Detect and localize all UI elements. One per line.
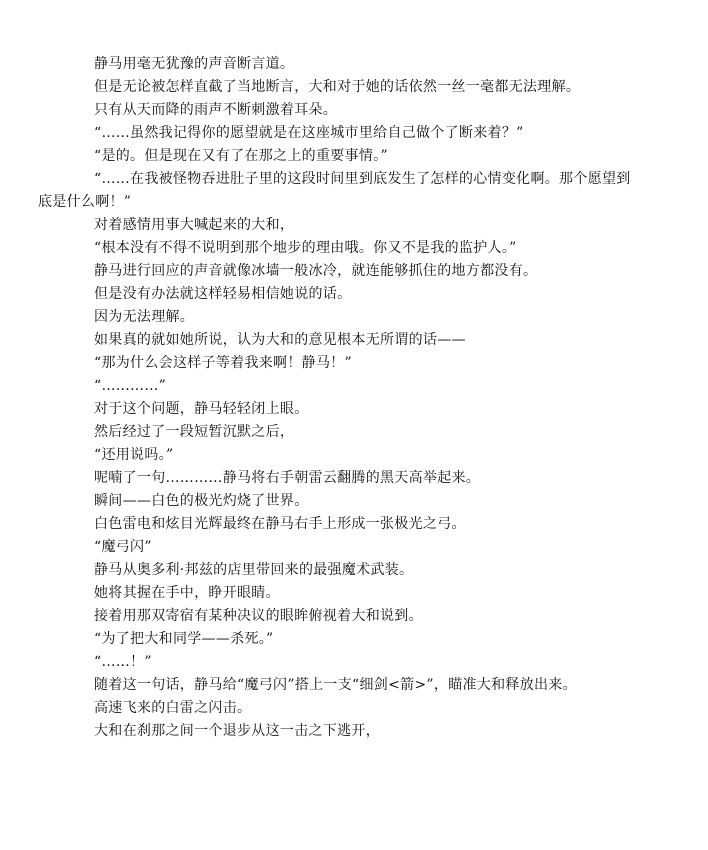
- paragraph: 只有从天而降的雨声不断刺激着耳朵。: [94, 102, 338, 118]
- paragraph: 但是无论被怎样直截了当地断言，大和对于她的话依然一丝一毫都无法理解。: [94, 79, 581, 95]
- paragraph: “那为什么会这样子等着我来啊！静马！”: [94, 355, 353, 371]
- paragraph: “魔弓闪”: [94, 539, 152, 555]
- paragraph: 白色雷电和炫目光辉最终在静马右手上形成一张极光之弓。: [94, 516, 466, 532]
- paragraph: 静马进行回应的声音就像冰墙一般冰冷，就连能够抓住的地方都没有。: [94, 263, 538, 279]
- paragraph: 随着这一句话，静马给“魔弓闪”搭上一支“细剑<箭>”，瞄准大和释放出来。: [94, 677, 577, 693]
- paragraph: 静马从奥多利·邦兹的店里带回来的最强魔术武装。: [94, 562, 414, 578]
- paragraph: 对着感情用事大喊起来的大和，: [94, 217, 295, 233]
- paragraph: “……！”: [94, 654, 152, 670]
- paragraph: 但是没有办法就这样轻易相信她说的话。: [94, 286, 352, 302]
- paragraph: 然后经过了一段短暂沉默之后，: [94, 424, 295, 440]
- novel-text-body: [38, 53, 640, 743]
- paragraph: “……虽然我记得你的愿望就是在这座城市里给自己做个了断来着？”: [94, 125, 524, 141]
- paragraph: “…………”: [94, 378, 167, 394]
- paragraph: “根本没有不得不说明到那个地步的理由哦。你又不是我的监护人。”: [94, 240, 517, 256]
- paragraph: 大和在刹那之间一个退步从这一击之下逃开，: [94, 723, 380, 739]
- paragraph: 她将其握在手中，睁开眼睛。: [94, 585, 280, 601]
- paragraph: 接着用那双寄宿有某种决议的眼眸俯视着大和说到。: [94, 608, 423, 624]
- paragraph: 高速飞来的白雷之闪击。: [94, 700, 252, 716]
- paragraph: 静马用毫无犹豫的声音断言道。: [94, 56, 295, 72]
- paragraph: 对于这个问题，静马轻轻闭上眼。: [94, 401, 309, 417]
- paragraph: 如果真的就如她所说，认为大和的意见根本无所谓的话——: [94, 332, 466, 348]
- paragraph: “还用说吗。”: [94, 447, 174, 463]
- paragraph: “是的。但是现在又有了在那之上的重要事情。”: [94, 148, 388, 164]
- paragraph: 因为无法理解。: [94, 309, 195, 325]
- paragraph: 呢喃了一句…………静马将右手朝雷云翻腾的黑天高举起来。: [94, 470, 481, 486]
- paragraph: 瞬间——白色的极光灼烧了世界。: [94, 493, 309, 509]
- paragraph: “为了把大和同学——杀死。”: [94, 631, 274, 647]
- paragraph: “……在我被怪物吞进肚子里的这段时间里到底发生了怎样的心情变化啊。那个愿望到底是什么啊！”: [38, 171, 631, 210]
